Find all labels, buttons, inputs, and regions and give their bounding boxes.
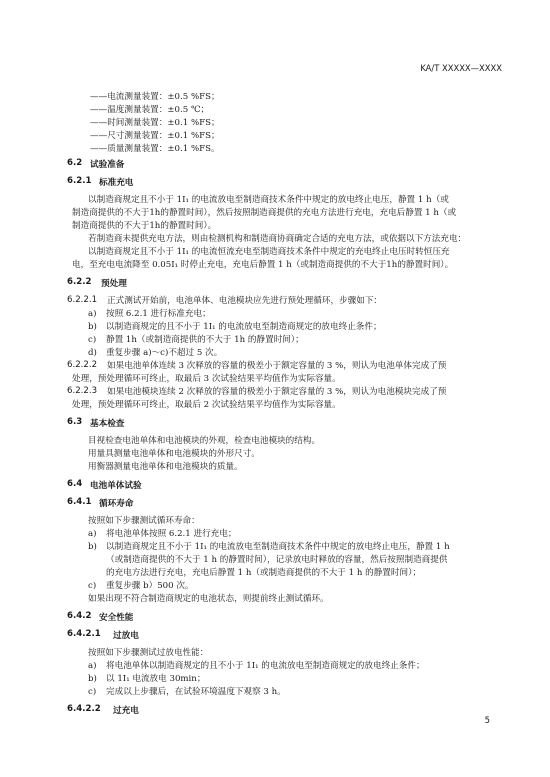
step-label: b): [88, 542, 97, 552]
paragraph-line: 制造商提供的不大于1h的静置时间）。: [72, 221, 217, 231]
clause-number: 6.2.2.2: [67, 360, 98, 370]
section-heading: 过放电: [113, 631, 139, 641]
section-number: 6.4.1: [67, 497, 92, 507]
step-label: c): [88, 581, 97, 591]
paragraph-line: 用量具测量电池单体和电池模块的外形尺寸。: [88, 449, 260, 459]
section-heading: 循环寿命: [99, 499, 134, 509]
step-text: 的充电方法进行充电，充电后静置 1 h（或制造商提供的不大于 1 h 的静置时间）；: [106, 568, 421, 578]
step-label: a): [88, 529, 97, 539]
section-number: 6.2.1: [67, 176, 92, 186]
step-text: 以制造商规定的且不小于 1I₁ 的电流放电至制造商规定的放电终止条件；: [106, 322, 382, 332]
step-text: 以制造商规定且不小于 1I₁ 的电流放电至制造商技术条件中规定的放电终止电压，静置 1 h: [106, 542, 450, 552]
step-text: 重复步骤 b）500 次。: [106, 581, 194, 591]
page-number: 5: [484, 715, 490, 725]
clause-number: 6.2.2.3: [67, 386, 98, 396]
section-heading: 安全性能: [99, 613, 134, 623]
paragraph-line: 以制造商规定且不小于 1I₁ 的电流放电至制造商技术条件中规定的放电终止电压，静置 1 h（或: [88, 195, 449, 205]
paragraph-line: 用衡器测量电池单体和电池模块的质量。: [88, 462, 243, 472]
paragraph-line: 目视检查电池单体和电池模块的外观，检查电池模块的结构。: [88, 436, 321, 446]
step-text: 将电池单体以制造商规定的且不小于 1I₁ 的电流放电至制造商规定的放电终止条件；: [106, 661, 425, 671]
step-text: 以 1I₁ 电流放电 30min；: [106, 674, 206, 684]
paragraph-line: 如果出现不符合制造商规定的电池状态，则提前终止测试循环。: [88, 594, 329, 604]
paragraph-line: 按照如下步骤测试过放电性能：: [88, 648, 209, 658]
paragraph-line: 电，至充电电流降至 0.05I₁ 时停止充电，充电后静置 1 h（或制造商提供的不大于1h的静置时间）。: [72, 260, 454, 270]
paragraph-line: 处理，预处理循环可终止，取最后 2 次试验结果平均值作为实际容量。: [72, 400, 341, 410]
step-label: b): [88, 322, 97, 332]
section-heading: 标准充电: [99, 178, 134, 188]
step-text: 重复步骤 a)～c)不超过 5 次。: [106, 348, 223, 358]
section-heading: 电池单体试验: [90, 481, 142, 491]
step-label: c): [88, 335, 97, 345]
step-text: （或制造商提供的不大于 1 h 的静置时间），记录放电时释放的容量，然后按照制造商提供: [106, 555, 448, 565]
step-label: b): [88, 674, 97, 684]
section-heading: 过充电: [113, 706, 139, 716]
section-heading: 基本检查: [90, 419, 125, 429]
step-label: c): [88, 687, 97, 697]
paragraph-line: 制造商提供的不大于1h的静置时间），然后按照制造商提供的充电方法进行充电，充电后静置 1 h（或: [72, 208, 457, 218]
section-number: 6.4: [67, 479, 83, 489]
step-text: 静置 1h（或制造商提供的不大于 1h 的静置时间）；: [106, 335, 304, 345]
section-number: 6.2.2: [67, 277, 92, 287]
paragraph-line: 处理，预处理循环可终止，取最后 3 次试验结果平均值作为实际容量。: [72, 374, 341, 384]
paragraph-line: 按照如下步骤测试循环寿命：: [88, 516, 200, 526]
clause-number: 6.2.2.1: [67, 295, 98, 305]
step-text: 按照 6.2.1 进行标准充电；: [106, 309, 211, 319]
paragraph-line: 如果电池模块连续 2 次释放的容量的极差小于额定容量的 3 %，则认为电池模块完成了预: [107, 387, 447, 397]
section-number: 6.4.2: [67, 611, 92, 621]
step-label: a): [88, 309, 97, 319]
section-number: 6.4.2.2: [67, 704, 101, 714]
device-list-item: ——尺寸测量装置：±0.1 %FS；: [90, 131, 220, 141]
device-list-item: ——时间测量装置：±0.1 %FS；: [90, 118, 220, 128]
section-number: 6.2: [67, 158, 83, 168]
step-text: 将电池单体按照 6.2.1 进行充电；: [106, 529, 237, 539]
section-number: 6.3: [67, 417, 83, 427]
section-number: 6.4.2.1: [67, 629, 101, 639]
device-list-item: ——温度测量装置：±0.5 ℃；: [90, 105, 210, 115]
document-code: KA/T XXXXX—XXXX: [420, 63, 502, 73]
paragraph-line: 以制造商规定且不小于 1I₁ 的电流恒流充电至制造商技术条件中规定的充电终止电压时转恒压充: [88, 247, 450, 257]
device-list-item: ——质量测量装置：±0.1 %FS。: [90, 144, 220, 154]
section-heading: 试验准备: [90, 160, 125, 170]
paragraph-line: 如果电池单体连续 3 次释放的容量的极差小于额定容量的 3 %，则认为电池单体完成了预: [107, 361, 447, 371]
step-label: d): [88, 348, 97, 358]
step-text: 完成以上步骤后，在试验环境温度下观察 3 h。: [106, 687, 286, 697]
paragraph-line: 正式测试开始前，电池单体、电池模块应先进行预处理循环，步骤如下：: [107, 296, 383, 306]
paragraph-line: 若制造商未提供充电方法，则由检测机构和制造商协商确定合适的充电方法，或依据以下方法充电：: [88, 234, 467, 244]
section-heading: 预处理: [101, 279, 127, 289]
step-label: a): [88, 661, 97, 671]
device-list-item: ——电流测量装置：±0.5 %FS；: [90, 92, 220, 102]
